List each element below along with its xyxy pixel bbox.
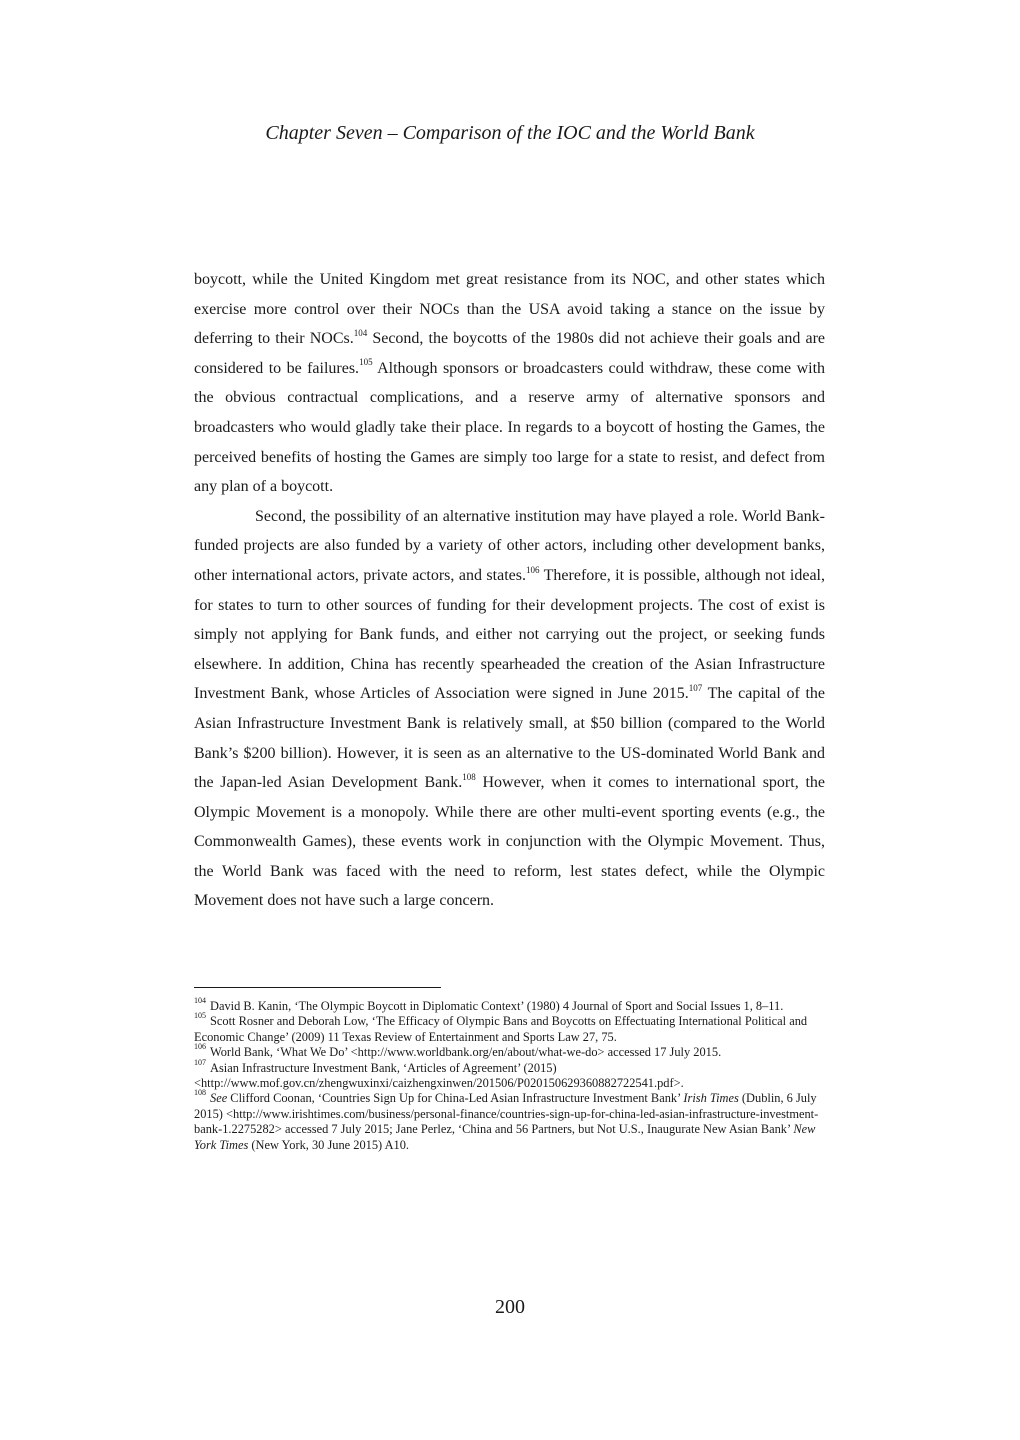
- paragraph-1-text-c: Although sponsors or broadcasters could withdraw, these come with the obvious contractual complications, and a reserve army of alternative sponsors and broadcasters who would gladly take their place. In regards to a boycott of hosting the Games, the perceived benefits of hosting the Games are simply too large for a state to resist, and defect from any plan of a boycott.: [194, 359, 826, 496]
- footnote-ref-108[interactable]: 108: [462, 771, 476, 782]
- footnote-text: Asian Infrastructure Investment Bank, ‘Articles of Agreement’ (2015): [210, 1060, 557, 1075]
- paragraph-2-text-b: Therefore, it is possible, although not ideal, for states to turn to other sources of funding for their development projects. The cost of exist is simply not applying for Bank funds, and either not carrying out the project, or seeking funds elsewhere. In addition, China has recently spearheaded the creation of the Asian Infrastructure Investment Bank, whose Articles of Association were signed in June 2015.: [194, 566, 825, 703]
- paragraph-1-text-a: boycott, while the United Kingdom met great resistance from its NOC, and other states which exercise more control over their NOCs than the USA avoid taking a stance on the issue by deferring to their NOCs.: [194, 271, 825, 348]
- footnote-107: [194, 1057, 825, 1092]
- footnote-text: (New York, 30 June 2015) A10.: [248, 1137, 410, 1152]
- footnote-ref-107[interactable]: 107: [688, 682, 703, 693]
- footnote-105: [194, 1011, 825, 1045]
- footnote-104: [194, 995, 825, 1014]
- footnote-number: 106: [194, 1042, 206, 1052]
- footnote-text: David B. Kanin, ‘The Olympic Boycott in Diplomatic Context’ (1980) 4 Journal of Sport and Social Issues 1, 8–11.: [210, 999, 784, 1013]
- footnote-ref-104[interactable]: 104: [353, 327, 368, 338]
- footnote-ref-105[interactable]: 105: [359, 357, 373, 368]
- main-text: [194, 265, 825, 916]
- footnote-text: Scott Rosner and Deborah Low, ‘The Efficacy of Olympic Bans and Boycotts on Effectuating International Political and Economic Change’ (2009) 11 Texas Review of Entertainment and Sports Law 27, 75.: [194, 1014, 808, 1044]
- footnote-text: Clifford Coonan, ‘Countries Sign Up for China-Led Asian Infrastructure Investment Bank’: [227, 1091, 684, 1106]
- footnote-ref-106[interactable]: 106: [525, 564, 540, 575]
- paragraph-2-text-d: However, when it comes to international sport, the Olympic Movement is a monopoly. While there are other multi-event sporting events (e.g., the Commonwealth Games), these events work in conjunction with the Olympic Movement. Thus, the World Bank was faced with the need to reform, lest states defect, while the Olympic Movement does not have such a large concern.: [194, 774, 825, 910]
- footnote-divider: [194, 987, 441, 988]
- paragraph-1-text-b: Second, the boycotts of the 1980s did not achieve their goals and are considered to be failures.: [194, 330, 826, 377]
- footnote-url[interactable]: <http://www.mof.gov.cn/zhengwuxinxi/caizhengxinwen/201506/P020150629360882722541.pdf>.: [194, 1076, 684, 1091]
- publication-title: New York Times: [194, 1122, 816, 1152]
- running-header: Chapter Seven – Comparison of the IOC and the World Bank: [265, 122, 755, 144]
- page-number: 200: [495, 1296, 525, 1318]
- footnotes: [194, 995, 825, 1153]
- footnote-108: [194, 1088, 825, 1153]
- footnote-106: [194, 1042, 825, 1060]
- footnote-text: World Bank, ‘What We Do’ <http://www.worldbank.org/en/about/what-we-do> accessed 17 July 2015.: [210, 1045, 722, 1060]
- footnote-number: 107: [194, 1057, 206, 1067]
- footnote-number: 108: [194, 1088, 206, 1098]
- see-signal: See: [210, 1091, 228, 1106]
- footnote-text: (Dublin, 6 July 2015) <http://www.irishtimes.com/business/personal-finance/countries-sign-up-for-china-led-asian-infrastructure-investment-bank-1.2275282> accessed 7 July 2015; Jane Perlez, ‘China and 56 Partners, but Not U.S., Inaugurate New Asian Bank’: [194, 1091, 819, 1137]
- paragraph-2: [194, 502, 825, 916]
- paragraph-2-text-c: The capital of the Asian Infrastructure Investment Bank is relatively small, at $50 billion (compared to the World Bank’s $200 billion). However, it is seen as an alternative to the US-dominated World Bank and the Japan-led Asian Development Bank.: [194, 685, 825, 792]
- publication-title: Irish Times: [683, 1091, 739, 1106]
- footnote-number: 104: [194, 995, 206, 1005]
- paragraph-1: [194, 265, 825, 502]
- paragraph-2-text-a: Second, the possibility of an alternative institution may have played a role. World Bank-funded projects are also funded by a variety of other actors, including other development banks, other international actors, private actors, and states.: [194, 507, 825, 584]
- footnote-number: 105: [194, 1011, 206, 1021]
